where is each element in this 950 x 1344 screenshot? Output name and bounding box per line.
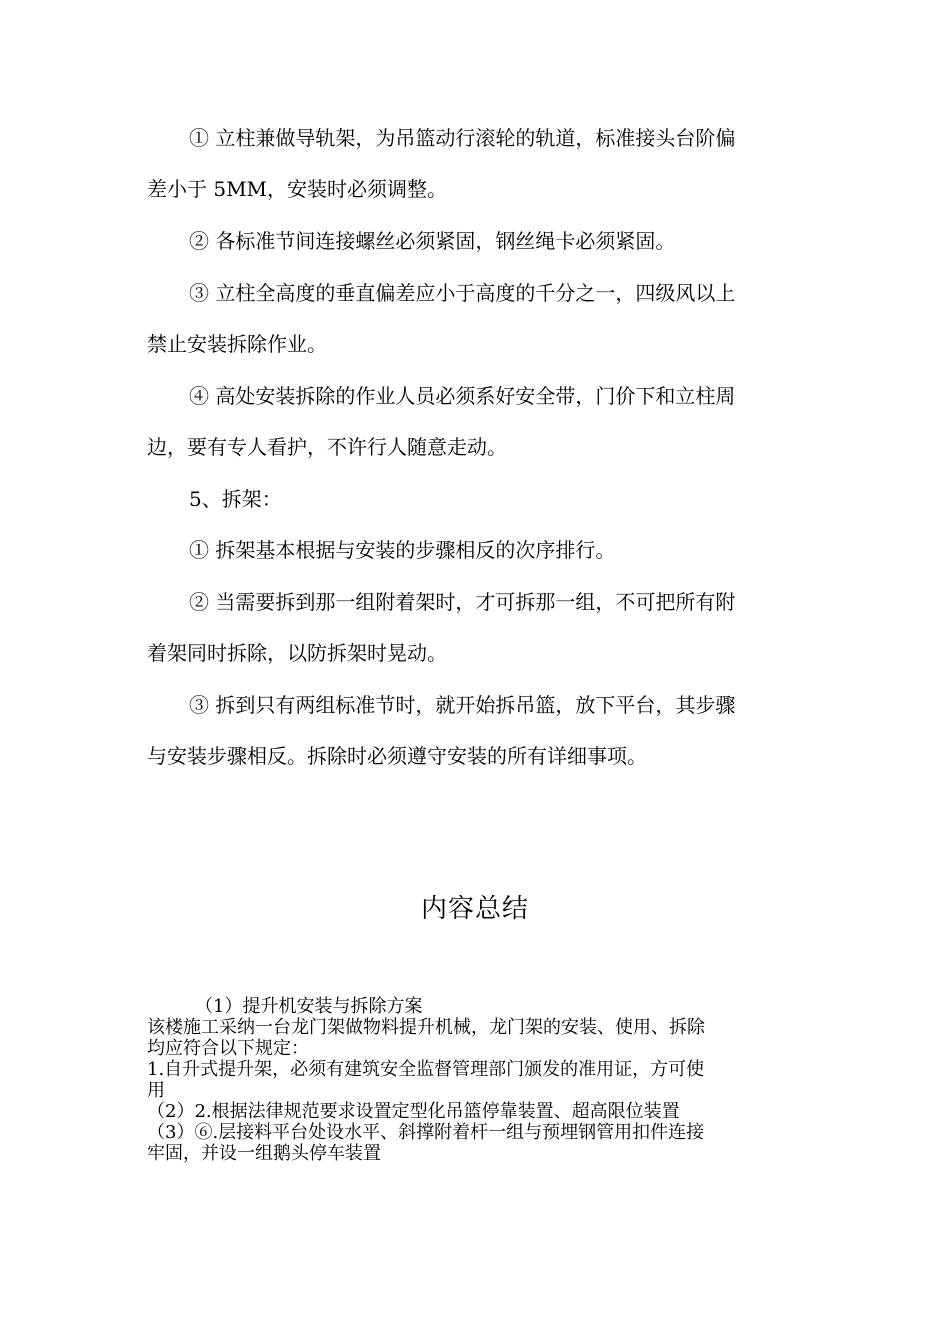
summary-line: 该楼施工采纳一台龙门架做物料提升机械，龙门架的安装、使用、拆除 bbox=[147, 1017, 705, 1038]
body-paragraph-1-line-1: ① 立柱兼做导轨架，为吊篮动行滚轮的轨道，标准接头台阶偏 bbox=[189, 126, 736, 150]
body-paragraph-8-line-2: 与安装步骤相反。拆除时必须遵守安装的所有详细事项。 bbox=[147, 744, 647, 768]
body-paragraph-1-line-2: 差小于 5MM，安装时必须调整。 bbox=[147, 177, 448, 201]
body-paragraph-3-line-1: ③ 立柱全高度的垂直偏差应小于高度的千分之一，四级风以上 bbox=[189, 281, 736, 305]
body-paragraph-8-line-1: ③ 拆到只有两组标准节时，就开始拆吊篮，放下平台，其步骤 bbox=[189, 693, 736, 717]
summary-line: （2）2.根据法律规范要求设置定型化吊篮停靠装置、超高限位装置 bbox=[147, 1101, 680, 1122]
summary-line: 均应符合以下规定： bbox=[147, 1038, 309, 1059]
body-paragraph-7-line-1: ② 当需要拆到那一组附着架时，才可拆那一组，不可把所有附 bbox=[189, 590, 736, 614]
summary-title: 内容总结 bbox=[420, 894, 529, 924]
summary-block bbox=[147, 996, 807, 1164]
summary-line: （1）提升机安装与拆除方案 bbox=[195, 996, 423, 1017]
body-paragraph-4-line-2: 边，要有专人看护，不许行人随意走动。 bbox=[147, 435, 507, 459]
summary-line: 1.自升式提升架，必须有建筑安全监督管理部门颁发的准用证，方可使 bbox=[147, 1059, 705, 1080]
summary-line: 用 bbox=[147, 1080, 165, 1101]
body-paragraph-7-line-2: 着架同时拆除，以防拆架时晃动。 bbox=[147, 641, 447, 665]
body-paragraph-4-line-1: ④ 高处安装拆除的作业人员必须系好安全带，门价下和立柱周 bbox=[189, 384, 736, 408]
body-paragraph-2: ② 各标准节间连接螺丝必须紧固，钢丝绳卡必须紧固。 bbox=[189, 229, 676, 253]
summary-line: （3）⑥.层接料平台处设水平、斜撑附着杆一组与预埋钢管用扣件连接 bbox=[147, 1122, 705, 1143]
summary-line: 牢固，并设一组鹅头停车装置 bbox=[147, 1143, 381, 1164]
body-paragraph-3-line-2: 禁止安装拆除作业。 bbox=[147, 332, 327, 356]
body-paragraph-6: ① 拆架基本根据与安装的步骤相反的次序排行。 bbox=[189, 538, 616, 562]
section-heading-disassembly: 5、拆架： bbox=[189, 487, 282, 511]
